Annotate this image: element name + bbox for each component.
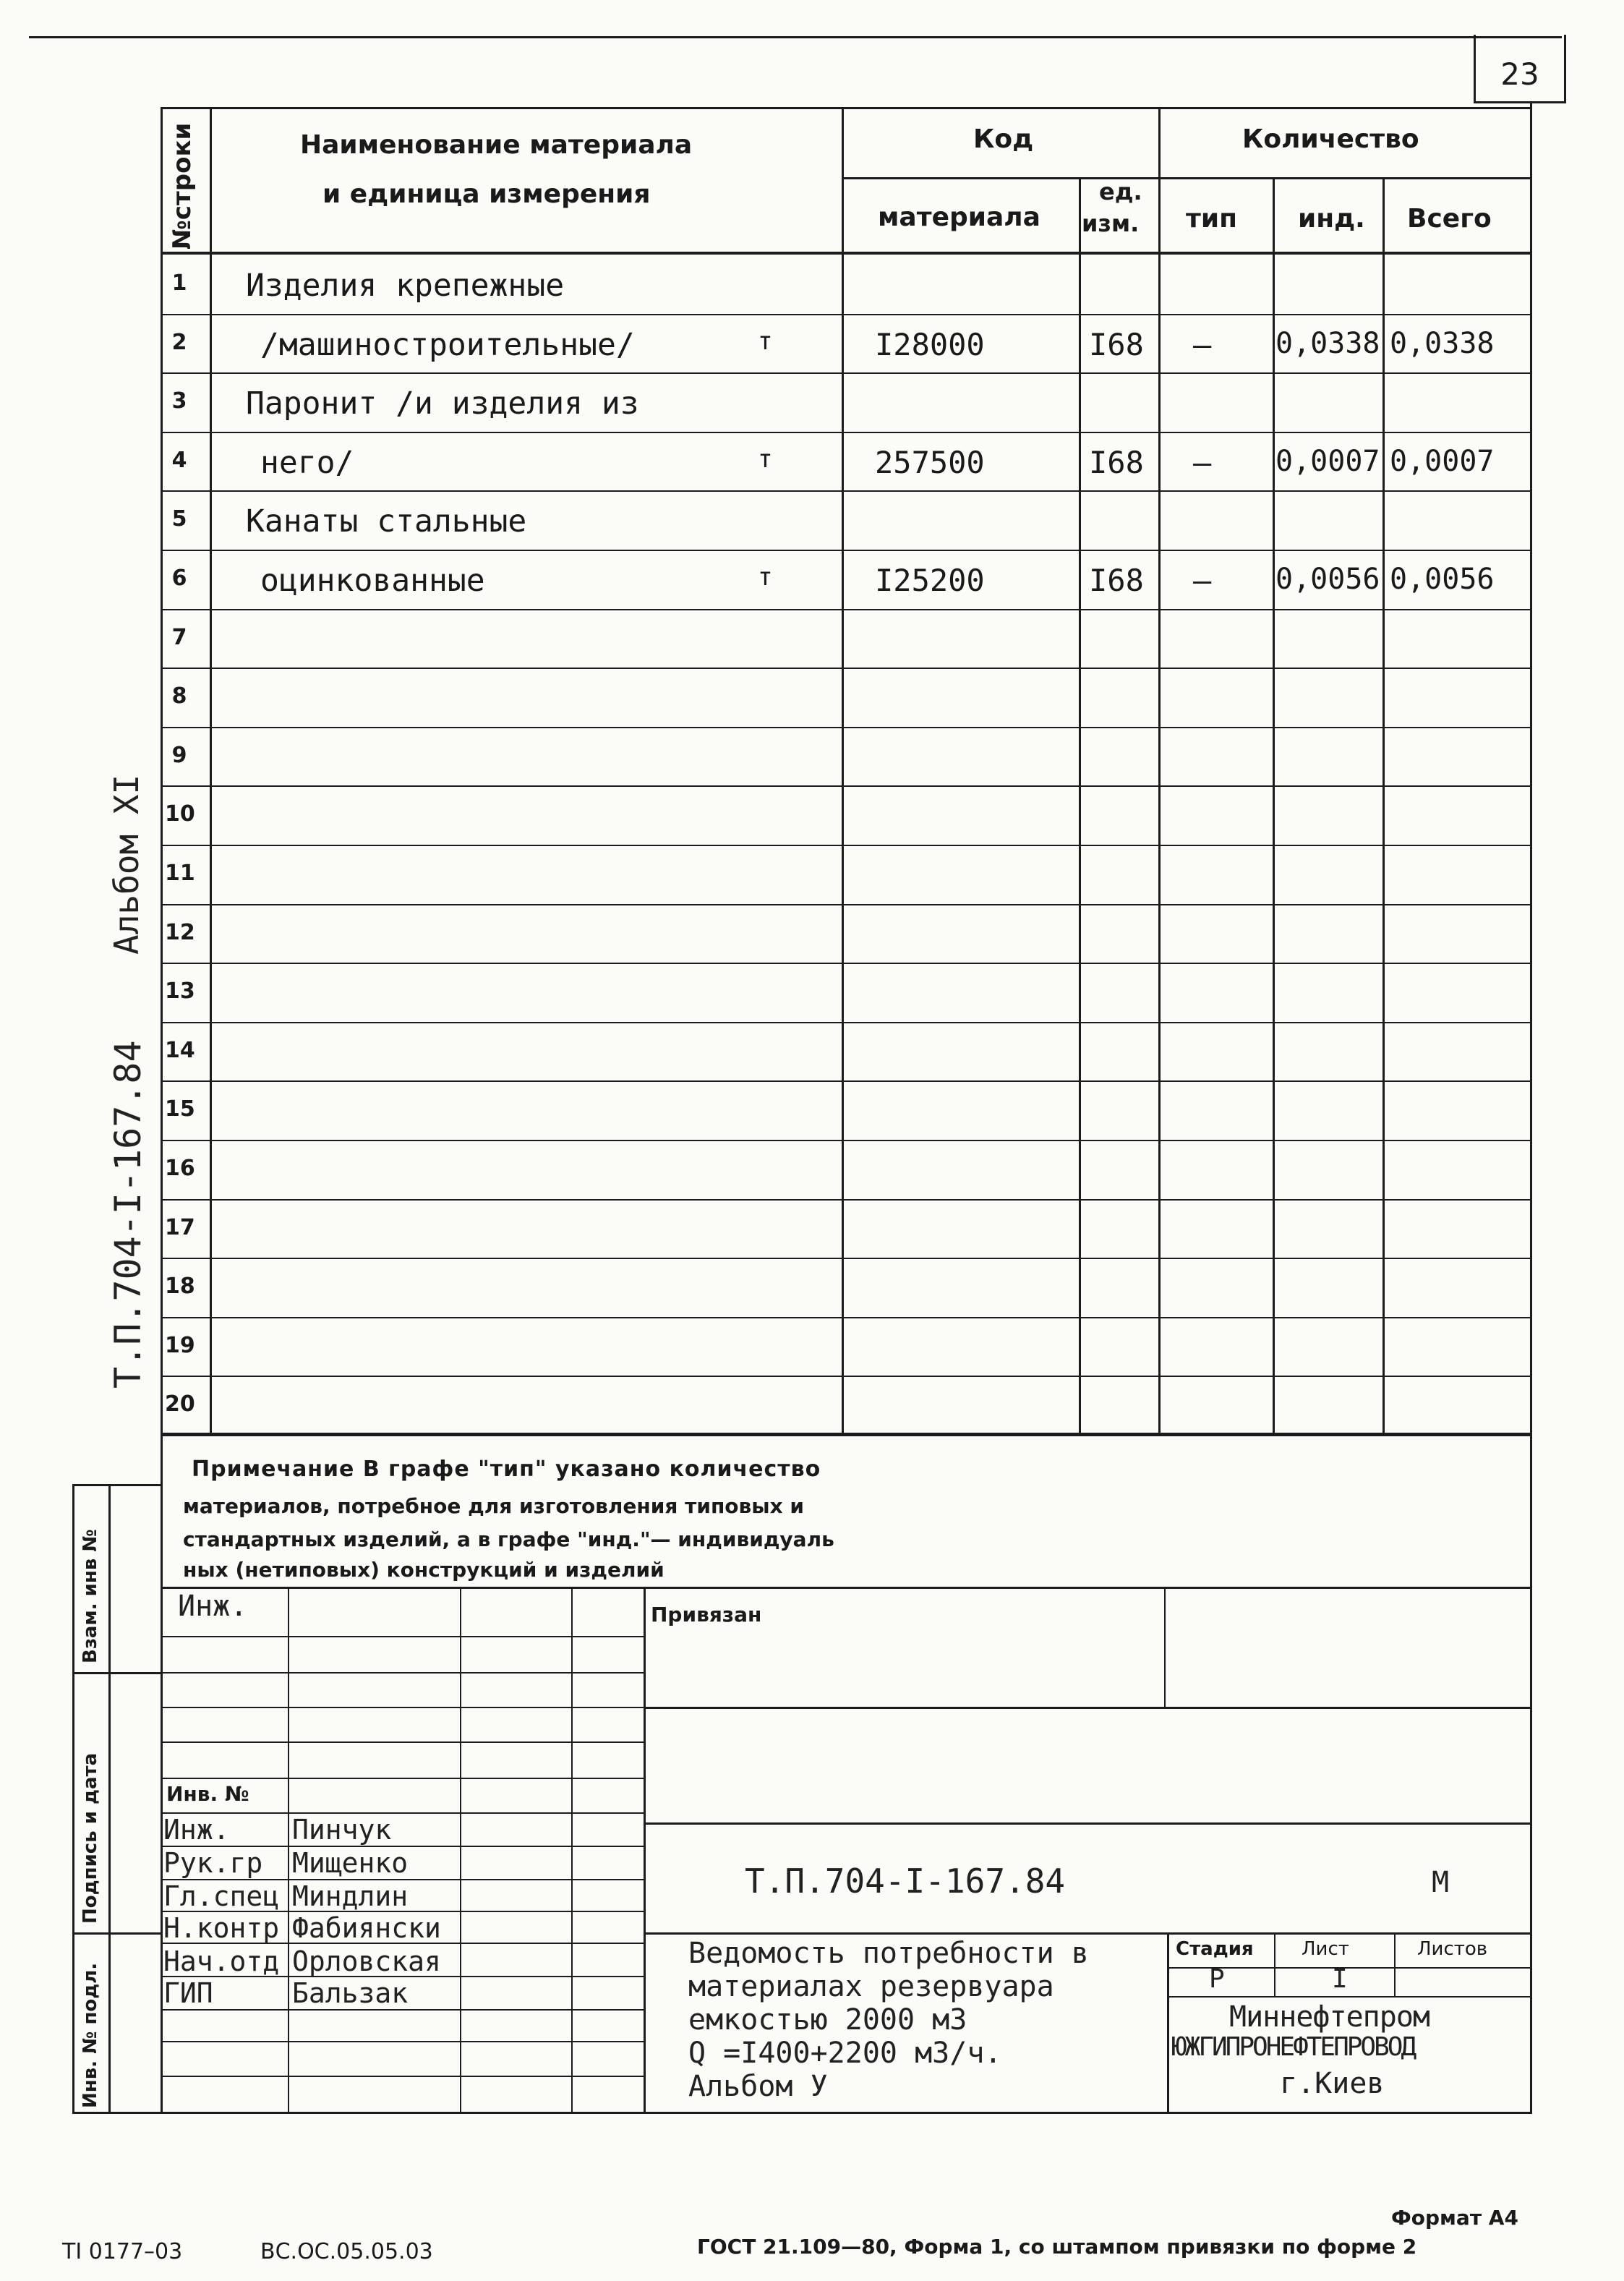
unit-mark: т — [758, 563, 773, 592]
row-number: 6 — [171, 566, 187, 591]
org-line1: Миннефтепром — [1229, 2000, 1429, 2034]
signature-date-label: Подпись и дата — [80, 1752, 101, 1924]
row-number: 2 — [171, 330, 187, 355]
row-number: 9 — [171, 743, 187, 768]
unit-mark: т — [758, 327, 773, 356]
sheet-number: 23 — [1500, 56, 1539, 92]
inv-number-label: Инв. № — [166, 1782, 249, 1806]
ind-value: 0,0056 — [1275, 563, 1380, 596]
note-line4: ных (нетиповых) конструкций и изделий — [183, 1558, 664, 1582]
signature-role: Нач.отд — [163, 1945, 280, 1977]
material-code: I28000 — [875, 327, 985, 362]
unit-code: I68 — [1089, 445, 1144, 480]
format-label: Формат А4 — [1391, 2206, 1518, 2230]
unit-header-line1: ед. — [1099, 178, 1142, 205]
type-header: тип — [1186, 204, 1237, 234]
signature-name: Бальзак — [292, 1977, 409, 2009]
row-number: 10 — [165, 801, 195, 827]
row-number: 20 — [165, 1391, 195, 1417]
note-block — [161, 1435, 1532, 1587]
org-line2: ЮЖГИПРОНЕФТЕПРОВОД — [1171, 2032, 1415, 2062]
signature-role: Н.контр — [163, 1912, 280, 1944]
signature-role: Рук.гр — [163, 1847, 263, 1879]
row-number: 12 — [165, 920, 195, 945]
row-number: 14 — [165, 1038, 195, 1063]
stage-label: Стадия — [1176, 1938, 1254, 1960]
type-value: – — [1193, 327, 1212, 362]
signature-role: Гл.спец — [163, 1880, 280, 1912]
total-value: 0,0338 — [1390, 327, 1495, 360]
note-line3: стандартных изделий, а в графе "инд."— индивидуаль — [183, 1527, 834, 1551]
row-number: 16 — [165, 1156, 195, 1181]
row-number: 5 — [171, 506, 187, 532]
code-header: Код — [973, 124, 1034, 154]
m-mark: М — [1432, 1866, 1450, 1899]
total-value: 0,0007 — [1390, 445, 1495, 478]
footer-center-code: ВС.ОС.05.05.03 — [260, 2239, 433, 2264]
title-line1: Ведомость потребности в — [688, 1937, 1089, 1970]
signature-role: Инж. — [163, 1814, 230, 1846]
title-line2: материалах резервуара — [688, 1970, 1054, 2003]
material-name: Изделия крепежные — [246, 268, 565, 304]
material-name: него/ — [260, 445, 354, 481]
unit-code: I68 — [1089, 563, 1144, 598]
signature-name: Мищенко — [292, 1847, 409, 1879]
title-line5: Альбом У — [688, 2070, 828, 2103]
name-header-line2: и единица измерения — [322, 179, 651, 209]
materials-table — [161, 107, 1531, 1435]
quantity-header: Количество — [1242, 124, 1419, 154]
signature-name: Миндлин — [292, 1880, 409, 1912]
material-name: Канаты стальные — [246, 503, 527, 540]
material-code: 257500 — [875, 445, 985, 480]
row-number: 18 — [165, 1274, 195, 1299]
material-header: материала — [878, 202, 1040, 232]
row-number: 13 — [165, 979, 195, 1004]
type-value: – — [1193, 563, 1212, 598]
material-name: Паронит /и изделия из — [246, 385, 639, 422]
ind-value: 0,0338 — [1275, 327, 1380, 360]
signature-name: Фабиянски — [292, 1912, 441, 1944]
ind-header: инд. — [1298, 204, 1365, 234]
sheet-value: I — [1332, 1964, 1348, 1994]
project-code: Т.П.704-I-167.84 — [745, 1862, 1066, 1901]
material-name: оцинкованные — [260, 563, 485, 599]
project-side-label: Т.П.704-I-167.84 — [107, 1040, 149, 1389]
stage-value: Р — [1209, 1964, 1225, 1994]
sheet-number-box — [1474, 35, 1566, 103]
row-number: 7 — [171, 625, 187, 650]
footer-gost: ГОСТ 21.109—80, Форма 1, со штампом привязки по форме 2 — [697, 2235, 1417, 2259]
privyazan-label: Привязан — [651, 1603, 762, 1626]
signature-name: Пинчук — [292, 1814, 392, 1846]
unit-mark: т — [758, 445, 773, 474]
bottom-border — [72, 2112, 1532, 2114]
row-number: 4 — [171, 448, 187, 473]
signature-name: Орловская — [292, 1945, 441, 1977]
title-line4: Q =I400+2200 м3/ч. — [688, 2037, 1002, 2070]
note-line1: Примечание В графе "тип" указано количество — [192, 1457, 821, 1482]
document-title — [688, 1937, 1089, 2103]
unit-header-line2: изм. — [1082, 210, 1140, 237]
unit-code: I68 — [1089, 327, 1144, 362]
row-number: 11 — [165, 861, 195, 886]
sheets-label: Листов — [1417, 1938, 1488, 1960]
name-header-line1: Наименование материала — [300, 130, 693, 160]
row-number: 8 — [171, 683, 187, 709]
total-header: Всего — [1407, 204, 1492, 234]
ind-value: 0,0007 — [1275, 445, 1380, 478]
top-border — [29, 36, 1562, 38]
inzh-label-top: Инж. — [178, 1590, 248, 1623]
org-line3: г.Киев — [1280, 2067, 1385, 2100]
row-number: 1 — [171, 270, 187, 296]
material-code: I25200 — [875, 563, 985, 598]
type-value: – — [1193, 445, 1212, 480]
sheet-label: Лист — [1302, 1938, 1349, 1960]
title-line3: емкостью 2000 м3 — [688, 2003, 967, 2037]
row-number: 15 — [165, 1096, 195, 1122]
album-side-label: Альбом XI — [107, 774, 146, 955]
row-number: 19 — [165, 1333, 195, 1358]
material-name: /машиностроительные/ — [260, 327, 635, 363]
vzam-inv-label: Взам. инв № — [80, 1529, 101, 1663]
note-line2: материалов, потребное для изготовления типовых и — [183, 1494, 804, 1518]
row-number: 17 — [165, 1215, 195, 1240]
inv-podl-label: Инв. № подл. — [80, 1962, 101, 2108]
signature-role: ГИП — [163, 1977, 213, 2009]
total-value: 0,0056 — [1390, 563, 1495, 596]
footer-left-code: ТI 0177–03 — [62, 2239, 183, 2264]
row-number: 3 — [171, 388, 187, 414]
row-number-header: №строки — [168, 122, 197, 250]
